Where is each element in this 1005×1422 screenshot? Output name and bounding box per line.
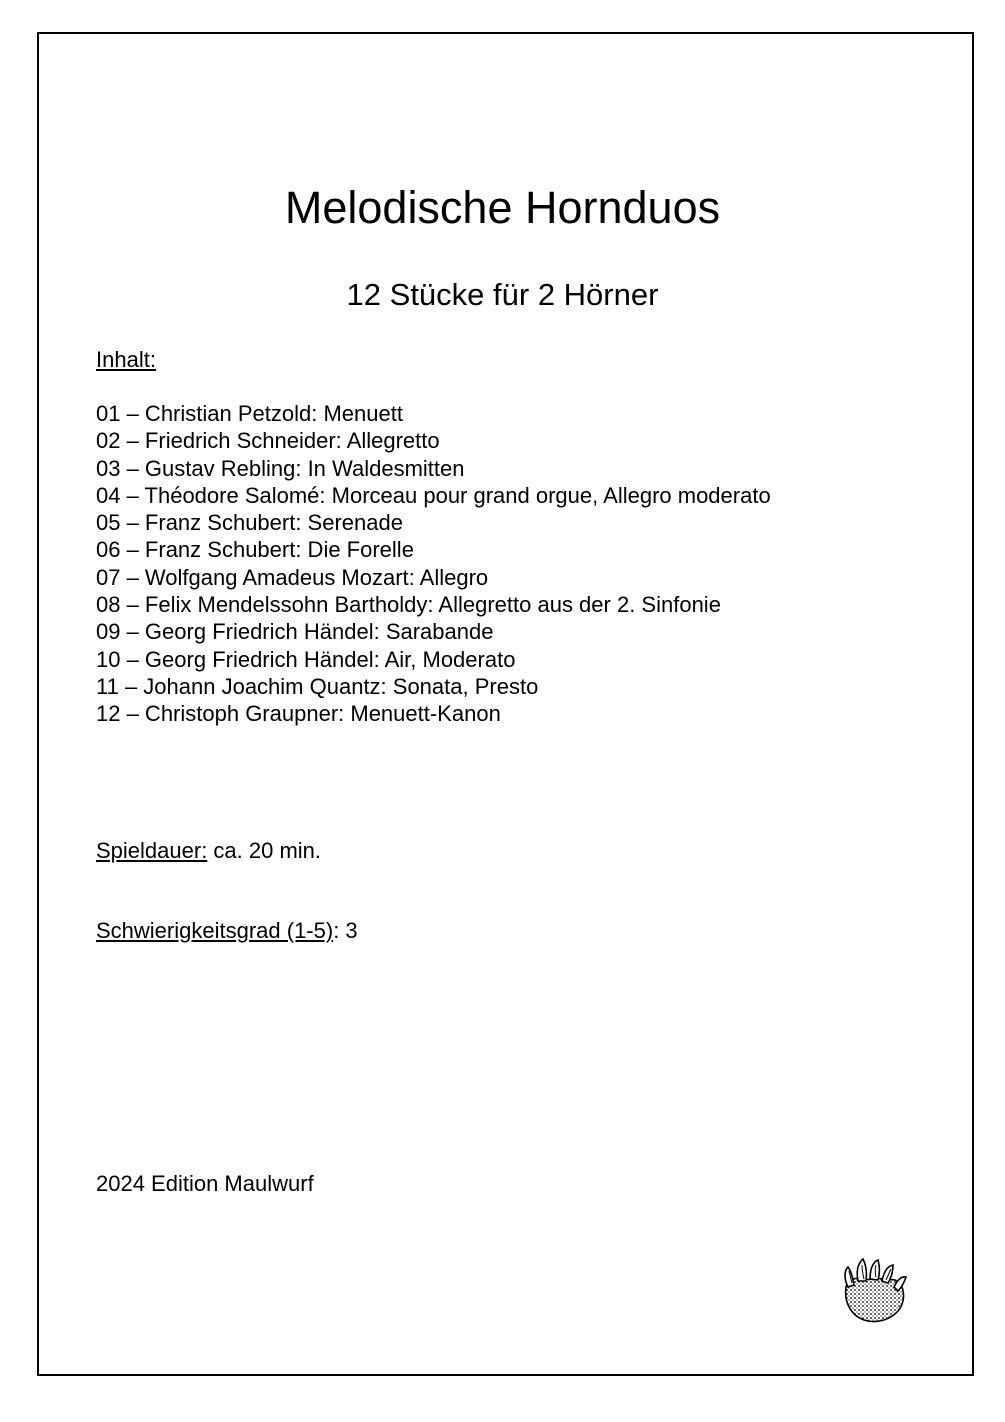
contents-item: 08 – Felix Mendelssohn Bartholdy: Allegretto aus der 2. Sinfonie [96, 592, 721, 618]
contents-item: 05 – Franz Schubert: Serenade [96, 510, 403, 536]
contents-item: 12 – Christoph Graupner: Menuett-Kanon [96, 701, 501, 727]
difficulty-line [96, 917, 358, 945]
duration-label: Spieldauer: [96, 838, 208, 863]
contents-item: 06 – Franz Schubert: Die Forelle [96, 537, 414, 563]
difficulty-value: : 3 [333, 918, 358, 943]
difficulty-label: Schwierigkeitsgrad (1-5) [96, 918, 334, 943]
contents-item: 10 – Georg Friedrich Händel: Air, Moderato [96, 646, 516, 672]
contents-item: 07 – Wolfgang Amadeus Mozart: Allegro [96, 564, 489, 590]
contents-item: 01 – Christian Petzold: Menuett [96, 401, 403, 426]
contents-item: 03 – Gustav Rebling: In Waldesmitten [96, 455, 465, 481]
contents-heading: Inhalt: [96, 347, 156, 372]
contents-item: 04 – Théodore Salomé: Morceau pour grand orgue, Allegro moderato [96, 482, 771, 508]
contents-item: 09 – Georg Friedrich Händel: Sarabande [96, 619, 494, 645]
document-title: Melodische Hornduos [284, 182, 721, 233]
contents-list [96, 400, 771, 728]
duration-line [96, 837, 321, 865]
publisher-line: 2024 Edition Maulwurf [96, 1171, 314, 1196]
contents-item: 11 – Johann Joachim Quantz: Sonata, Presto [96, 673, 539, 699]
document-subtitle: 12 Stücke für 2 Hörner [346, 277, 659, 312]
contents-item: 02 – Friedrich Schneider: Allegretto [96, 428, 440, 454]
mole-paw-icon [838, 1257, 908, 1323]
duration-value: ca. 20 min. [207, 838, 322, 863]
